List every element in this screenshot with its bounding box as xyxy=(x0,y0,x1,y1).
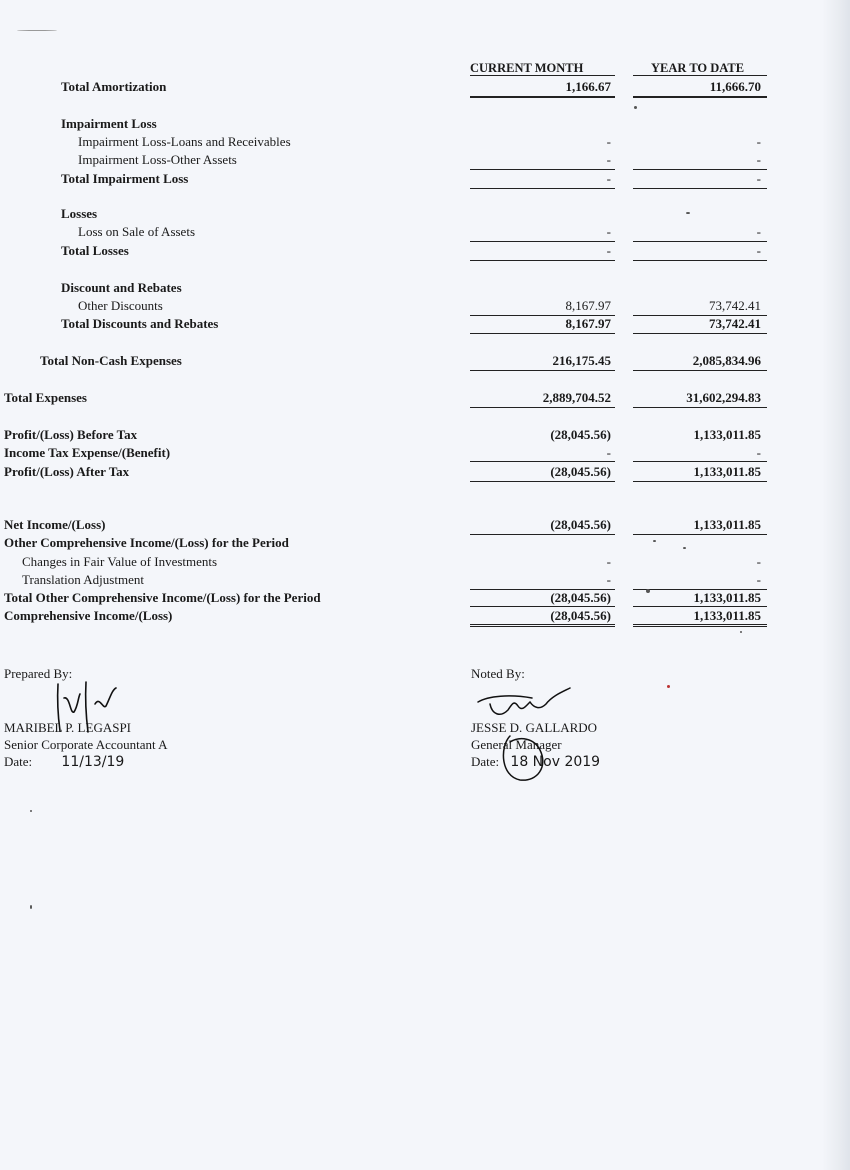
row-label: Changes in Fair Value of Investments xyxy=(22,554,218,569)
current-month-value: (28,045.56) xyxy=(550,427,611,442)
current-month-value: - xyxy=(606,224,611,239)
current-month-value: (28,045.56) xyxy=(550,608,611,623)
row-total-expenses xyxy=(0,390,780,408)
current-month-value: - xyxy=(606,152,611,167)
rule xyxy=(470,461,615,462)
rule xyxy=(633,188,767,189)
row-profit-before-tax xyxy=(0,427,780,445)
rule xyxy=(470,169,615,170)
date-label: Date: xyxy=(471,754,500,769)
column-header-current-month: CURRENT MONTH xyxy=(470,61,584,75)
row-label: Profit/(Loss) Before Tax xyxy=(4,427,138,442)
year-to-date-value: 11,666.70 xyxy=(709,79,761,94)
approver-name: JESSE D. GALLARDO xyxy=(471,720,598,735)
row-label: Total Expenses xyxy=(4,390,87,405)
header-underline-ytd xyxy=(633,75,767,76)
row-label: Income Tax Expense/(Benefit) xyxy=(4,445,171,460)
row-total-losses xyxy=(0,243,780,261)
row-label: Impairment Loss-Other Assets xyxy=(78,152,237,167)
rule xyxy=(470,241,615,242)
row-label: Total Impairment Loss xyxy=(61,171,189,186)
year-to-date-value: 1,133,011.85 xyxy=(693,464,761,479)
rule xyxy=(633,241,767,242)
scan-speck xyxy=(646,589,650,593)
section-heading-impairment-loss xyxy=(0,116,780,134)
preparer-date-line xyxy=(4,754,168,771)
scan-speck xyxy=(667,685,670,688)
year-to-date-value: 1,133,011.85 xyxy=(693,427,761,442)
row-label: Impairment Loss-Loans and Receivables xyxy=(78,134,291,149)
year-to-date-value: 73,742.41 xyxy=(709,298,761,313)
row-label: Other Comprehensive Income/(Loss) for the Period xyxy=(4,535,289,550)
rule xyxy=(470,333,615,334)
current-month-value: - xyxy=(606,243,611,258)
current-month-value: - xyxy=(606,445,611,460)
scan-edge-shadow xyxy=(822,0,850,1170)
year-to-date-value: 31,602,294.83 xyxy=(686,390,761,405)
rule xyxy=(470,260,615,261)
current-month-value: - xyxy=(606,134,611,149)
section-heading-discounts xyxy=(0,280,780,298)
current-month-value: 216,175.45 xyxy=(552,353,611,368)
preparer-title: Senior Corporate Accountant A xyxy=(4,737,168,752)
rule xyxy=(470,407,615,408)
approver-signature xyxy=(470,676,620,786)
current-month-value: (28,045.56) xyxy=(550,590,611,605)
row-other-discounts xyxy=(0,298,780,316)
year-to-date-value: - xyxy=(756,152,761,167)
row-label: Translation Adjustment xyxy=(22,572,144,587)
year-to-date-value: - xyxy=(756,224,761,239)
row-label: Total Other Comprehensive Income/(Loss) for the Period xyxy=(4,590,321,605)
year-to-date-value: - xyxy=(756,554,761,569)
row-label: Profit/(Loss) After Tax xyxy=(4,464,130,479)
row-label: Total Amortization xyxy=(61,79,167,94)
row-label: Net Income/(Loss) xyxy=(4,517,106,532)
date-label: Date: xyxy=(4,754,33,769)
row-label: Comprehensive Income/(Loss) xyxy=(4,608,173,623)
year-to-date-value: - xyxy=(756,171,761,186)
current-month-value: 2,889,704.52 xyxy=(542,390,611,405)
handwritten-date: 11/13/19 xyxy=(61,754,125,770)
row-total-amortization xyxy=(0,79,780,97)
year-to-date-value: - xyxy=(756,445,761,460)
row-label: Total Discounts and Rebates xyxy=(61,316,219,331)
row-total-impairment-loss xyxy=(0,171,780,189)
year-to-date-value: - xyxy=(756,243,761,258)
year-to-date-value: - xyxy=(756,572,761,587)
header-underline-current xyxy=(470,75,615,76)
row-loss-on-sale xyxy=(0,224,780,242)
scan-speck xyxy=(30,810,32,812)
rule xyxy=(633,333,767,334)
rule xyxy=(633,260,767,261)
current-month-value: (28,045.56) xyxy=(550,464,611,479)
row-label: Total Non-Cash Expenses xyxy=(40,353,182,368)
rule xyxy=(470,370,615,371)
rule xyxy=(633,461,767,462)
year-to-date-value: 1,133,011.85 xyxy=(693,517,761,532)
row-label: Losses xyxy=(61,206,98,221)
row-profit-after-tax xyxy=(0,464,780,482)
current-month-value: - xyxy=(606,572,611,587)
row-total-non-cash-expenses xyxy=(0,353,780,371)
rule xyxy=(633,481,767,482)
row-label: Loss on Sale of Assets xyxy=(78,224,195,239)
year-to-date-value: - xyxy=(756,134,761,149)
year-to-date-value: 73,742.41 xyxy=(709,316,761,331)
current-month-value: 8,167.97 xyxy=(565,298,611,313)
scan-speck xyxy=(683,547,686,549)
rule xyxy=(470,96,615,98)
year-to-date-value: 1,133,011.85 xyxy=(693,608,761,623)
row-label: Total Losses xyxy=(61,243,129,258)
rule xyxy=(633,370,767,371)
row-label: Impairment Loss xyxy=(61,116,157,131)
scan-speck xyxy=(686,212,690,214)
rule xyxy=(470,481,615,482)
scan-speck xyxy=(740,631,742,633)
rule xyxy=(633,407,767,408)
rule xyxy=(633,606,767,607)
double-rule xyxy=(470,624,615,627)
row-label: Other Discounts xyxy=(78,298,163,313)
column-header-year-to-date: YEAR TO DATE xyxy=(651,61,745,75)
rule xyxy=(633,96,767,98)
section-heading-other-comprehensive-income xyxy=(0,535,780,553)
current-month-value: 1,166.67 xyxy=(565,79,611,94)
rule xyxy=(633,169,767,170)
current-month-value: (28,045.56) xyxy=(550,517,611,532)
year-to-date-value: 1,133,011.85 xyxy=(693,590,761,605)
current-month-value: - xyxy=(606,171,611,186)
scan-speck xyxy=(634,106,637,109)
scan-speck xyxy=(653,540,656,542)
year-to-date-value: 2,085,834.96 xyxy=(692,353,761,368)
row-net-income xyxy=(0,517,780,535)
row-changes-fair-value xyxy=(0,554,780,572)
current-month-value: 8,167.97 xyxy=(565,316,611,331)
approver-title: General Manager xyxy=(471,737,562,752)
row-translation-adjustment xyxy=(0,572,780,590)
current-month-value: - xyxy=(606,554,611,569)
handwritten-date: 18 Nov 2019 xyxy=(510,754,601,770)
scan-speck xyxy=(17,30,57,31)
row-total-discounts xyxy=(0,316,780,334)
noted-by-heading: Noted By: xyxy=(471,666,525,681)
scan-speck xyxy=(30,905,32,909)
preparer-name: MARIBEL P. LEGASPI xyxy=(4,720,132,735)
rule xyxy=(470,606,615,607)
row-label: Discount and Rebates xyxy=(61,280,182,295)
row-impairment-loans xyxy=(0,134,780,152)
double-rule xyxy=(633,624,767,627)
prepared-by-heading: Prepared By: xyxy=(4,666,73,681)
rule xyxy=(470,188,615,189)
row-impairment-other-assets xyxy=(0,152,780,170)
section-heading-losses xyxy=(0,206,780,224)
preparer-signature xyxy=(40,676,150,736)
